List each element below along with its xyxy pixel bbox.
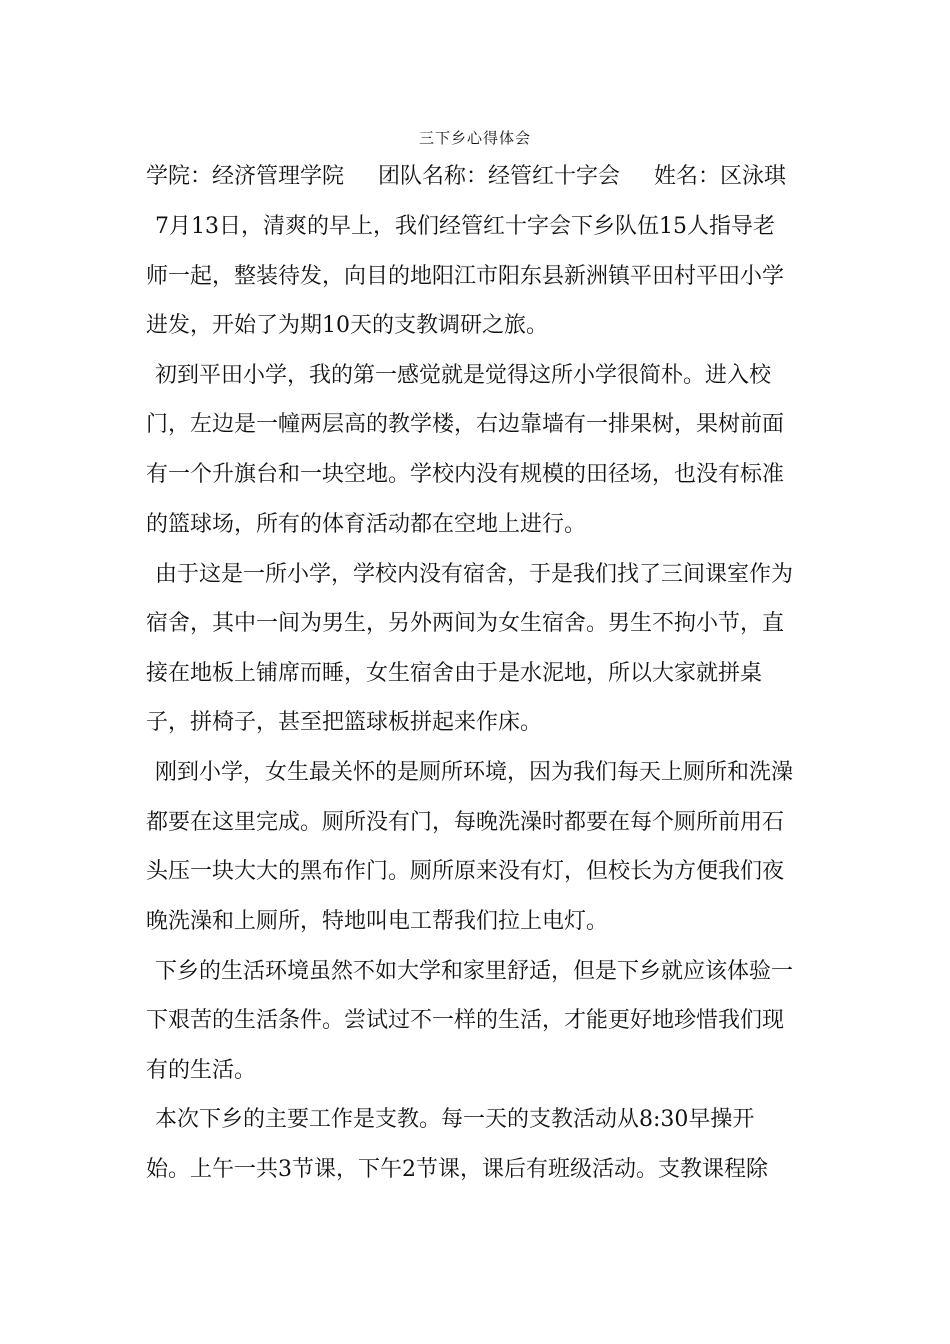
body-line: 子，拼椅子，甚至把篮球板拼起来作床。 bbox=[146, 710, 543, 735]
body-line: 有一个升旗台和一块空地。学校内没有规模的田径场，也没有标准 bbox=[146, 462, 785, 487]
body-line: 师一起，整装待发，向目的地阳江市阳东县新洲镇平田村平田小学 bbox=[146, 264, 785, 289]
body-line: 下乡的生活环境虽然不如大学和家里舒适，但是下乡就应该体验一 bbox=[155, 959, 794, 984]
body-line: 由于这是一所小学，学校内没有宿舍，于是我们找了三间课室作为 bbox=[155, 562, 794, 587]
body-line: 都要在这里完成。厕所没有门，每晚洗澡时都要在每个厕所前用石 bbox=[146, 810, 785, 835]
body-line: 始。上午一共3节课，下午2节课，课后有班级活动。支教课程除 bbox=[146, 1157, 768, 1182]
author-name-field: 姓名：区泳琪 bbox=[654, 164, 787, 189]
body-line: 宿舍，其中一间为男生，另外两间为女生宿舍。男生不拘小节，直 bbox=[146, 611, 785, 636]
body-line: 的篮球场，所有的体育活动都在空地上进行。 bbox=[146, 512, 587, 537]
document-title: 三下乡心得体会 bbox=[418, 129, 531, 147]
body-line: 门，左边是一幢两层高的教学楼，右边靠墙有一排果树，果树前面 bbox=[146, 412, 785, 437]
body-line: 接在地板上铺席而睡，女生宿舍由于是水泥地，所以大家就拼桌 bbox=[146, 661, 763, 686]
team-field: 团队名称：经管红十字会 bbox=[378, 164, 621, 189]
body-line: 7月13日，清爽的早上，我们经管红十字会下乡队伍15人指导老 bbox=[155, 214, 775, 239]
body-line: 下艰苦的生活条件。尝试过不一样的生活，才能更好地珍惜我们现 bbox=[146, 1008, 785, 1033]
body-line: 头压一块大大的黑布作门。厕所原来没有灯，但校长为方便我们夜 bbox=[146, 859, 785, 884]
author-info-line bbox=[146, 160, 806, 194]
body-line: 进发，开始了为期10天的支教调研之旅。 bbox=[146, 313, 548, 338]
body-line: 有的生活。 bbox=[146, 1058, 257, 1083]
body-line: 本次下乡的主要工作是支教。每一天的支教活动从8:30早操开 bbox=[155, 1107, 755, 1132]
body-line: 刚到小学，女生最关怀的是厕所环境，因为我们每天上厕所和洗澡 bbox=[155, 760, 794, 785]
body-line: 晚洗澡和上厕所，特地叫电工帮我们拉上电灯。 bbox=[146, 909, 609, 934]
body-line: 初到平田小学，我的第一感觉就是觉得这所小学很简朴。进入校 bbox=[155, 363, 772, 388]
college-field: 学院：经济管理学院 bbox=[146, 164, 345, 189]
